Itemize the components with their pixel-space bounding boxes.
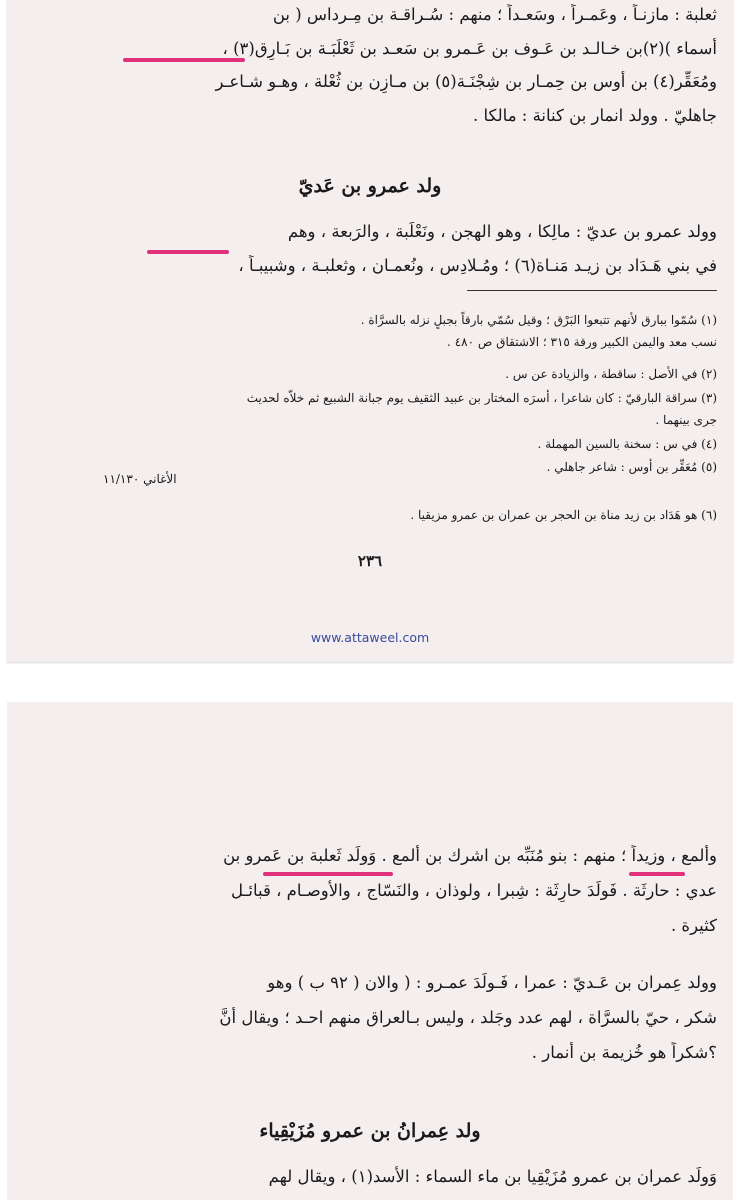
text-line: عدي : حارثَة . فَولَدَ حارِثَة : شِبرا ، ولوذان ، والنَسّاج ، والأوصـام ، قبائـل	[231, 881, 717, 900]
text-line: ومُعَقِّر(٤) بن أوس بن حِمـار بن شِجْنَـة(٥) بن مـازِن بن ثُعْلة ، وهـو شـاعـر	[215, 72, 717, 91]
footnote: (٣) سراقة البارقيّ : كان شاعرا ، أسرَه المختار بن عبيد الثقيف يوم جبانة الشبيع ثم خلاّه لحديث	[246, 391, 717, 405]
text-line: في بني هَـدَاد بن زيـد مَنـاة(٦) ؛ ومُـلادِس ، ونُعمـان ، وثعلبـة ، وشبيبـاً ،	[238, 256, 717, 275]
text-line: كثيرة .	[670, 916, 717, 935]
highlight-underline	[123, 58, 245, 62]
footnote: (٤) في س : سخنة بالسين المهملة .	[537, 437, 717, 451]
text-line: أسماء )(٢)بن خـالـد بن عَـوف بن عَـمرو بن سَعـد بن ثَعْلَبَـة بن بَـارِق(٣) ،	[222, 39, 717, 58]
highlight-underline	[263, 872, 393, 876]
text-line: ثعلبة : مازنـاً ، وعَمـراً ، وسَعـداً ؛ منهم : سُـراقـة بن مِـرداس ( بن	[272, 5, 717, 24]
section-heading: ولد عِمرانُ بن عمرو مُزَيْقِياء	[259, 1120, 481, 1142]
footnote-separator	[467, 290, 717, 291]
highlight-underline	[629, 872, 685, 876]
website-url[interactable]: www.attaweel.com	[310, 630, 430, 645]
text-line: شكر ، حيّ بالسرَّاة ، لهم عدد وجَلد ، وليس بـالعراق منهم احـد ؛ ويقال أنَّ	[219, 1008, 717, 1027]
footnote: (٦) هو هَدَاد بن زيد مناة بن الحجر بن عمران بن عمرو مزيقيا .	[410, 508, 717, 522]
page-number: ٢٣٦	[357, 552, 383, 570]
text-line: وَولَد عمران بن عمرو مُزَيْقِيا بن ماء السماء : الأسد(١) ، ويقال لهم	[268, 1167, 717, 1186]
text-line: ؟شكراً هو خُزيمة بن أنمار .	[531, 1043, 717, 1062]
footnote: (١) سُمّوا ببارق لأنهم تتبعوا البَرْق ؛ وقيل سُمّي بارقاً بجبلٍ نزله بالسرَّاة .	[360, 313, 717, 327]
text-line: جاهليّ . وولد انمار بن كنانة : مالكا .	[473, 106, 717, 125]
footnote: جرى بينهما .	[655, 413, 717, 427]
section-heading: ولد عمرو بن عَديّ	[298, 175, 442, 197]
book-page-bottom	[7, 702, 733, 1200]
footnote: (٢) في الأصل : ساقطة ، والزيادة عن س .	[505, 367, 717, 381]
text-line: وولد عِمران بن عَـديّ : عمرا ، فَـولَدَ عمـرو : ( والان ( ٩٢ ب ) وهو	[267, 973, 717, 992]
footnote: (٥) مُعَقِّر بن أوس : شاعر جاهلي .	[546, 460, 717, 474]
footnote: نسب معد واليمن الكبير ورقة ٣١٥ ؛ الاشتقاق ص ٤٨٠ .	[447, 335, 717, 349]
text-line: وولد عمرو بن عديّ : مالِكا ، وهو الهجن ، ونَعْلَبة ، والرَبعة ، وهم	[287, 222, 717, 241]
book-page-top	[7, 0, 733, 662]
text-line: وألمع ، وزيداً ؛ منهم : بنو مُنَبِّه بن اشرك بن ألمع . وَولَد ثَعلبة بن عَمرو بن	[223, 846, 717, 865]
highlight-underline	[147, 250, 229, 254]
footnote-reference: الأغاني ١١/١٣٠	[103, 472, 177, 486]
